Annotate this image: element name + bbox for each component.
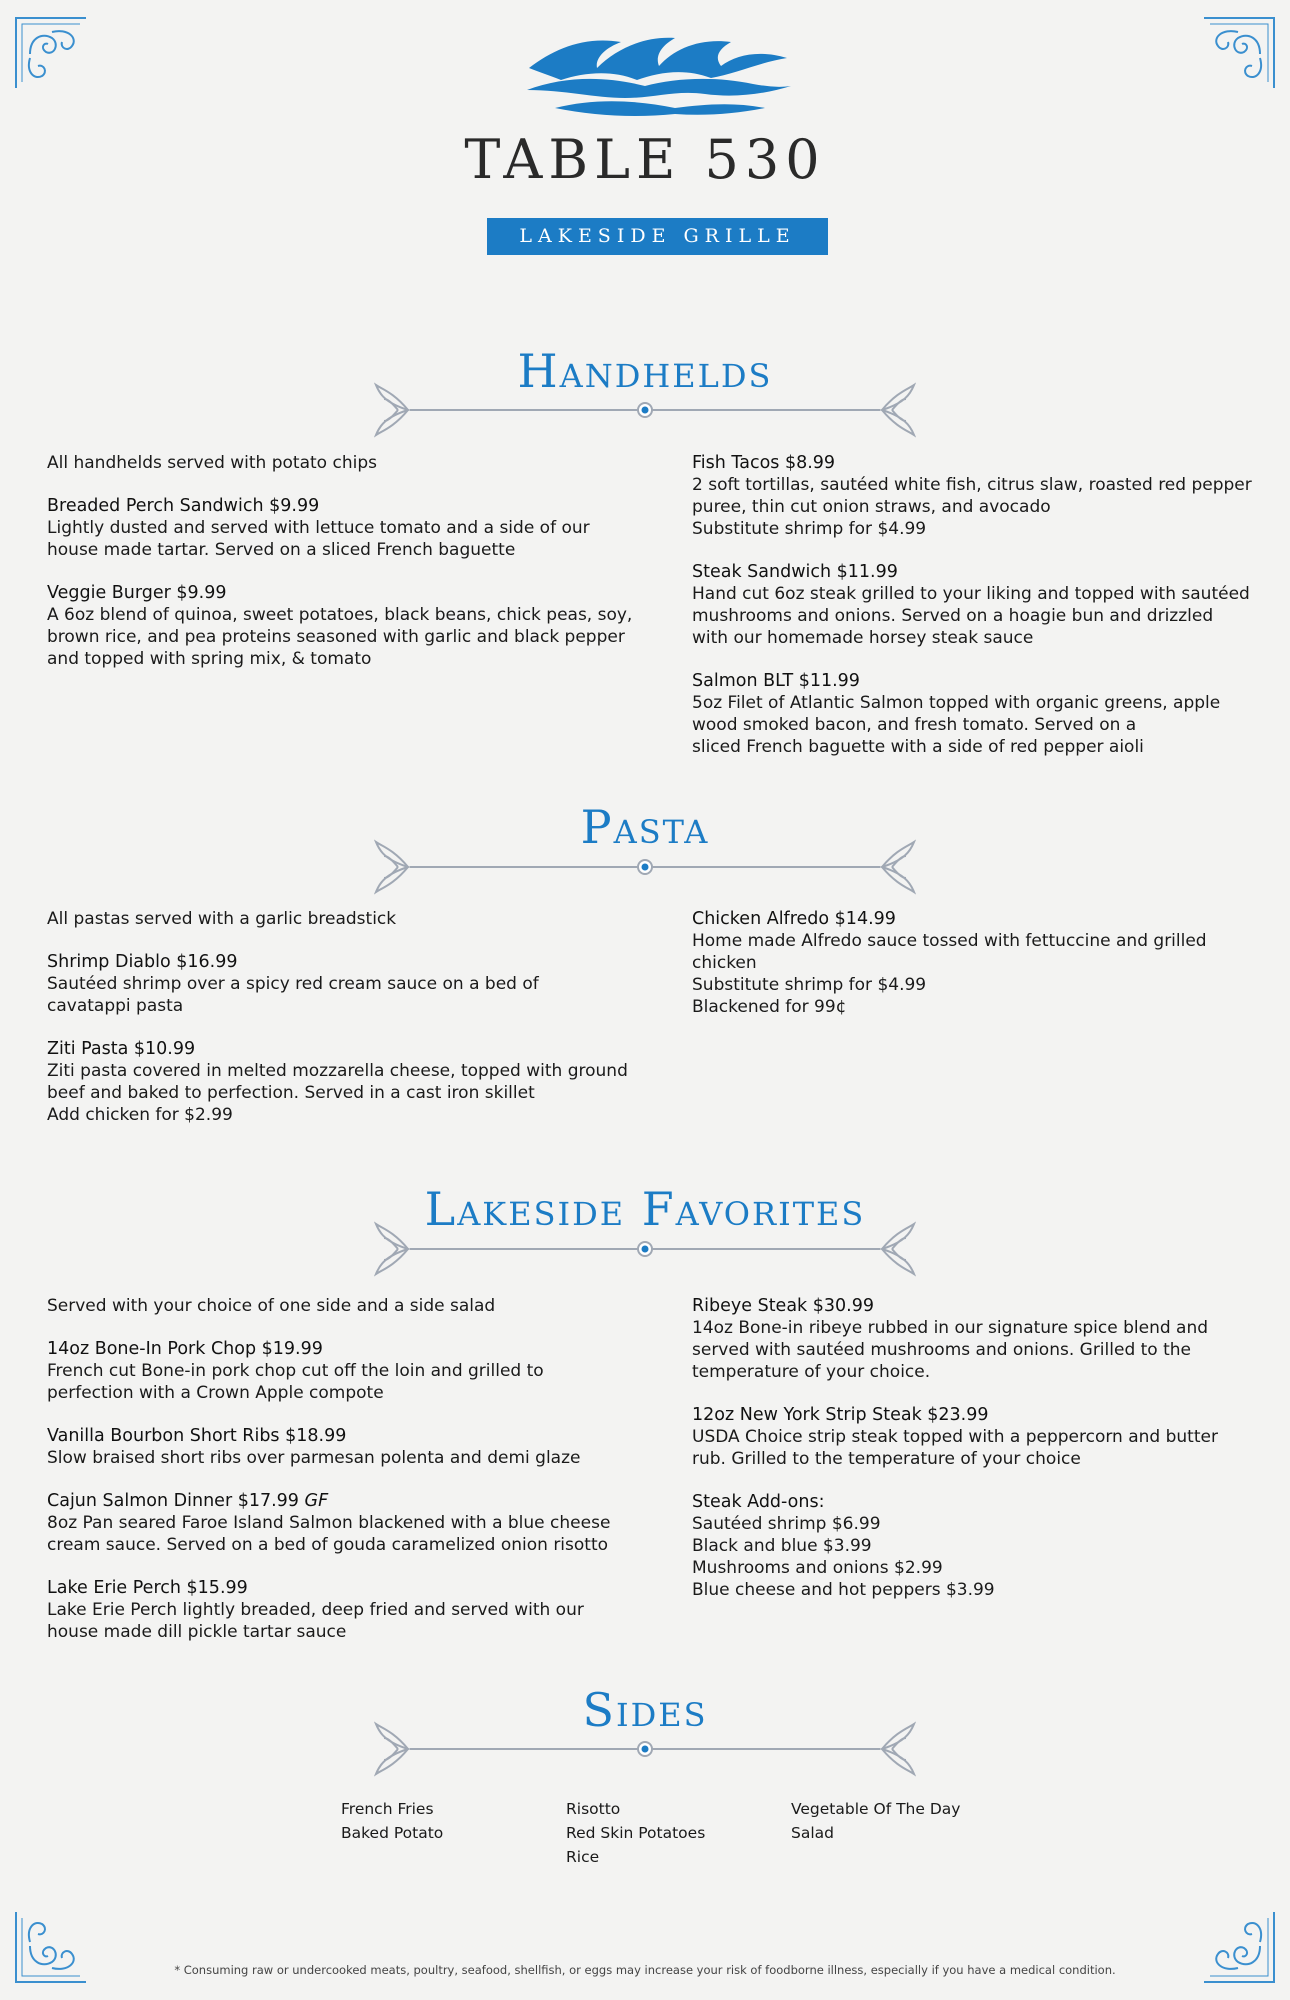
menu-item <box>692 1404 1252 1470</box>
section-intro: All pastas served with a garlic breadstick <box>47 909 397 929</box>
item-desc-line: cream sauce. Served on a bed of gouda caramelized onion risotto <box>47 1535 609 1555</box>
item-name: Chicken Alfredo $14.99 <box>692 909 896 929</box>
menu-item <box>47 495 647 561</box>
item-name: 12oz New York Strip Steak $23.99 <box>692 1405 989 1425</box>
item-desc-line: chicken <box>692 953 757 973</box>
handhelds-left-column <box>47 452 647 691</box>
side-item: Baked Potato <box>341 1824 444 1842</box>
gluten-free-tag: GF <box>304 1491 329 1511</box>
restaurant-title: TABLE 530 <box>464 128 826 191</box>
side-item: Salad <box>791 1824 834 1842</box>
item-desc-line: and topped with spring mix, & tomato <box>47 649 372 669</box>
section-title-lakeside-favorites: Lakeside Favorites <box>424 1182 866 1236</box>
item-desc-line: puree, thin cut onion straws, and avocado <box>692 497 1051 517</box>
item-desc-line: rub. Grilled to the temperature of your choice <box>692 1449 1081 1469</box>
section-intro: All handhelds served with potato chips <box>47 453 377 473</box>
menu-item <box>692 1491 1252 1601</box>
corner-ornament-icon <box>1200 14 1278 92</box>
item-desc-line: 5oz Filet of Atlantic Salmon topped with organic greens, apple <box>692 693 1221 713</box>
ornamental-divider-icon <box>374 381 916 439</box>
menu-item <box>692 1295 1252 1383</box>
menu-item <box>47 1038 647 1126</box>
menu-item <box>692 670 1252 758</box>
side-item: Red Skin Potatoes <box>566 1824 706 1842</box>
item-desc-line: Sautéed shrimp $6.99 <box>692 1514 881 1534</box>
side-item: Rice <box>566 1848 600 1866</box>
item-desc-line: mushrooms and onions. Served on a hoagie bun and drizzled <box>692 606 1214 626</box>
item-desc-line: served with sautéed mushrooms and onions. Grilled to the <box>692 1340 1192 1360</box>
item-desc-line: Sautéed shrimp over a spicy red cream sauce on a bed of <box>47 974 539 994</box>
restaurant-subtitle-banner: LAKESIDE GRILLE <box>487 218 828 255</box>
favorites-left-column <box>47 1295 647 1664</box>
waves-logo-icon <box>525 28 793 120</box>
item-desc-line: Slow braised short ribs over parmesan polenta and demi glaze <box>47 1448 581 1468</box>
handhelds-right-column <box>692 452 1252 779</box>
item-name: Steak Sandwich $11.99 <box>692 562 898 582</box>
menu-item <box>47 1338 647 1404</box>
item-desc-line: beef and baked to perfection. Served in a cast iron skillet <box>47 1083 535 1103</box>
ornamental-divider-icon <box>374 1720 916 1778</box>
item-desc-line: sliced French baguette with a side of red pepper aioli <box>692 737 1144 757</box>
side-item: French Fries <box>341 1800 434 1818</box>
menu-item <box>47 1577 647 1643</box>
menu-item <box>47 1490 647 1556</box>
menu-item <box>47 951 647 1017</box>
item-desc-line: A 6oz blend of quinoa, sweet potatoes, black beans, chick peas, soy, <box>47 605 633 625</box>
item-desc-line: Substitute shrimp for $4.99 <box>692 519 927 539</box>
ornamental-divider-icon <box>374 1220 916 1278</box>
item-name: Ribeye Steak $30.99 <box>692 1296 874 1316</box>
item-desc-line: Lake Erie Perch lightly breaded, deep fried and served with our <box>47 1600 584 1620</box>
item-name: Lake Erie Perch $15.99 <box>47 1578 248 1598</box>
item-name: Vanilla Bourbon Short Ribs $18.99 <box>47 1426 347 1446</box>
corner-ornament-icon <box>12 14 90 92</box>
side-item: Vegetable Of The Day <box>791 1800 961 1818</box>
item-name <box>47 1490 647 1512</box>
item-desc-line: Blue cheese and hot peppers $3.99 <box>692 1580 995 1600</box>
item-name: Breaded Perch Sandwich $9.99 <box>47 496 320 516</box>
section-intro: Served with your choice of one side and a side salad <box>47 1296 496 1316</box>
item-name: Shrimp Diablo $16.99 <box>47 952 238 972</box>
favorites-right-column <box>692 1295 1252 1622</box>
menu-item <box>47 582 647 670</box>
item-desc-line: 2 soft tortillas, sautéed white fish, citrus slaw, roasted red pepper <box>692 475 1252 495</box>
item-name: Veggie Burger $9.99 <box>47 583 227 603</box>
item-desc-line: wood smoked bacon, and fresh tomato. Served on a <box>692 715 1137 735</box>
section-title-sides: Sides <box>582 1683 708 1737</box>
menu-item <box>692 452 1252 540</box>
item-desc-line: French cut Bone-in pork chop cut off the loin and grilled to <box>47 1361 544 1381</box>
item-desc-line: Ziti pasta covered in melted mozzarella cheese, topped with ground <box>47 1061 628 1081</box>
ornamental-divider-icon <box>374 838 916 896</box>
pasta-left-column <box>47 908 647 1147</box>
item-name: Salmon BLT $11.99 <box>692 671 860 691</box>
sides-column <box>791 1797 1011 1845</box>
item-desc-line: 8oz Pan seared Faroe Island Salmon blackened with a blue cheese <box>47 1513 611 1533</box>
menu-item <box>692 908 1252 1018</box>
item-desc-line: Black and blue $3.99 <box>692 1536 872 1556</box>
item-desc-line: Lightly dusted and served with lettuce tomato and a side of our <box>47 518 590 538</box>
item-desc-line: perfection with a Crown Apple compote <box>47 1383 384 1403</box>
item-desc-line: cavatappi pasta <box>47 996 184 1016</box>
sides-column <box>341 1797 541 1845</box>
pasta-right-column <box>692 908 1252 1039</box>
item-desc-line: 14oz Bone-in ribeye rubbed in our signature spice blend and <box>692 1318 1209 1338</box>
menu-item <box>692 561 1252 649</box>
item-name: Ziti Pasta $10.99 <box>47 1039 196 1059</box>
item-desc-line: Add chicken for $2.99 <box>47 1105 233 1125</box>
side-item: Risotto <box>566 1800 621 1818</box>
item-name: 14oz Bone-In Pork Chop $19.99 <box>47 1339 323 1359</box>
item-desc-line: Blackened for 99¢ <box>692 997 847 1017</box>
item-name-text: Cajun Salmon Dinner $17.99 <box>47 1491 299 1511</box>
item-desc-line: Substitute shrimp for $4.99 <box>692 975 927 995</box>
section-title-pasta: Pasta <box>580 800 710 854</box>
item-desc-line: house made dill pickle tartar sauce <box>47 1622 347 1642</box>
health-disclaimer: * Consuming raw or undercooked meats, poultry, seafood, shellfish, or eggs may increase your risk of foodborne illness, especially if you have a medical condition. <box>174 1963 1116 1977</box>
item-desc-line: with our homemade horsey steak sauce <box>692 628 1034 648</box>
item-desc-line: Hand cut 6oz steak grilled to your liking and topped with sautéed <box>692 584 1250 604</box>
item-desc-line: Mushrooms and onions $2.99 <box>692 1558 943 1578</box>
menu-item <box>47 1425 647 1469</box>
section-title-handhelds: Handhelds <box>517 344 773 398</box>
item-name: Steak Add-ons: <box>692 1492 825 1512</box>
item-desc-line: brown rice, and pea proteins seasoned with garlic and black pepper <box>47 627 625 647</box>
item-desc-line: USDA Choice strip steak topped with a peppercorn and butter <box>692 1427 1218 1447</box>
item-name: Fish Tacos $8.99 <box>692 453 836 473</box>
item-desc-line: house made tartar. Served on a sliced French baguette <box>47 540 516 560</box>
item-desc-line: temperature of your choice. <box>692 1362 931 1382</box>
item-desc-line: Home made Alfredo sauce tossed with fettuccine and grilled <box>692 931 1207 951</box>
sides-column <box>566 1797 766 1869</box>
